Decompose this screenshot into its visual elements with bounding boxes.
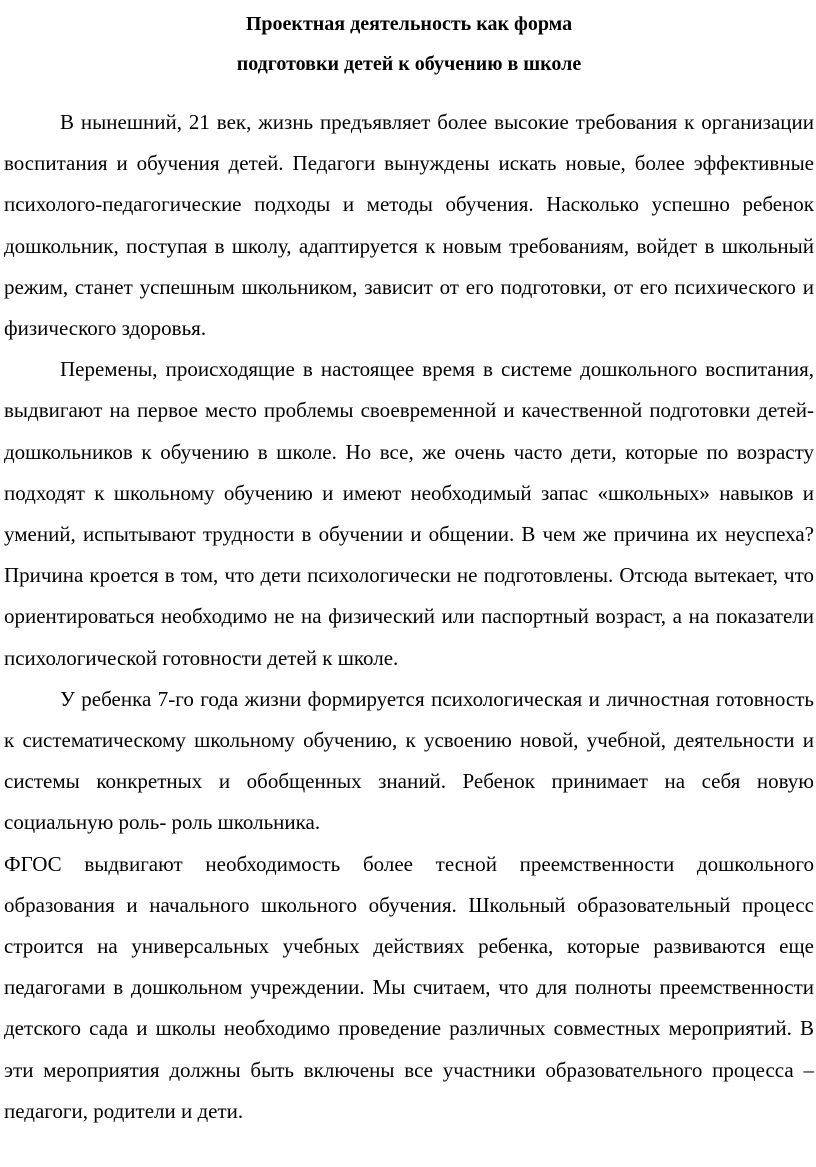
title-line-2: подготовки детей к обучению в школе [236,53,582,75]
document-title [4,4,814,84]
paragraph-2: Перемены, происходящие в настоящее время в системе дошкольного воспитания, выдвигают на первое место проблемы своевременной и качественной подготовки детей-дошкольников к обучению в школе. Но все, же очень часто дети, которые по возрасту подходят к школьному обучению и имеют необходимый запас «школьных» навыков и умений, испытывают трудности в обучении и общении. В чем же причина их неуспеха? Причина кроется в том, что дети психологически не подготовлены. Отсюда вытекает, что ориентироваться необходимо не на физический или паспортный возраст, а на показатели психологической готовности детей к школе. [4,357,814,670]
paragraph-4: ФГОС выдвигают необходимость более тесной преемственности дошкольного образования и начального школьного обучения. Школьный образовательный процесс строится на универсальных учебных действиях ребенка, которые развиваются еще педагогами в дошкольном учреждении. Мы считаем, что для полноты преемственности детского сада и школы необходимо проведение различных совместных мероприятий. В эти мероприятия должны быть включены все участники образовательного процесса – педагоги, родители и дети. [4,851,814,1123]
title-line-1: Проектная деятельность как форма [245,13,573,35]
paragraph-3: У ребенка 7-го года жизни формируется психологическая и личностная готовность к систематическому школьному обучению, к усвоению новой, учебной, деятельности и системы конкретных и обобщенных знаний. Ребенок принимает на себя новую социальную роль- роль школьника. [4,686,814,835]
paragraph-1: В нынешний, 21 век, жизнь предъявляет более высокие требования к организации воспитания и обучения детей. Педагоги вынуждены искать новые, более эффективные психолого-педагогические подходы и методы обучения. Насколько успешно ребенок дошкольник, поступая в школу, адаптируется к новым требованиям, войдет в школьный режим, станет успешным школьником, зависит от его подготовки, от его психического и физического здоровья. [4,110,814,341]
